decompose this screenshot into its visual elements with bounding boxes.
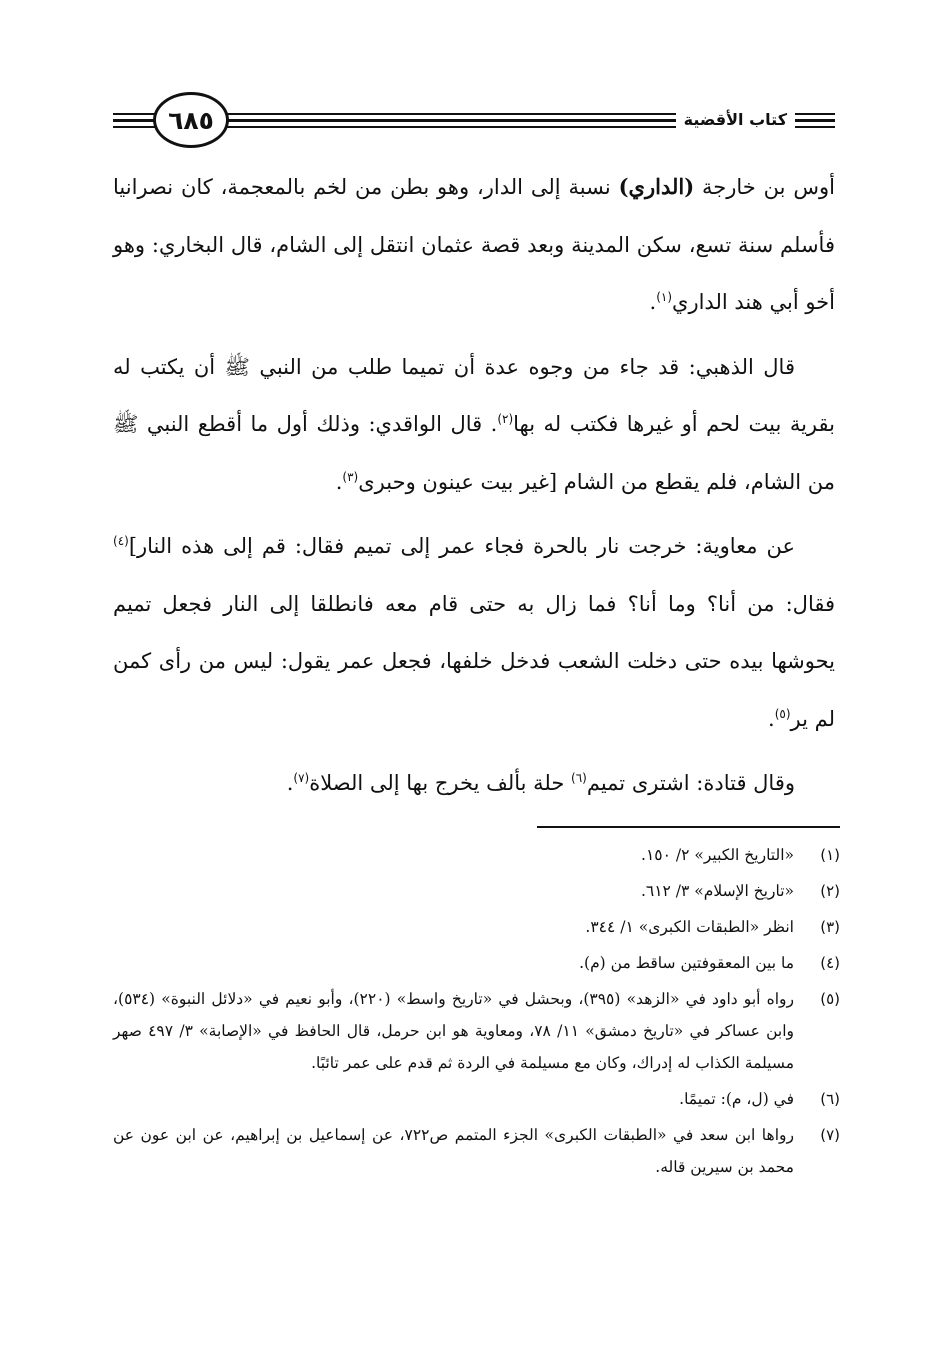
footnote-item (113, 1119, 840, 1183)
footnotes (113, 839, 840, 1183)
footnote-number: (٢) (820, 882, 840, 900)
footnote-text: انظر «الطبقات الكبرى» ١/ ٣٤٤. (585, 918, 794, 936)
main-text (113, 158, 835, 820)
footnote-item (113, 983, 840, 1079)
footnote-separator (537, 826, 840, 828)
footnote-ref[interactable]: (٥) (774, 706, 791, 721)
footnote-item (113, 947, 840, 979)
footnote-item (113, 875, 840, 907)
footnote-text: في (ل، م): تميمًا. (679, 1090, 794, 1108)
footnote-number: (٣) (820, 918, 840, 936)
paragraph-text: قال الذهبي: قد جاء من وجوه عدة أن تميما طلب من النبي ﷺ أن يكتب له بقرية بيت لحم أو غيرها فكتب له بها (113, 354, 835, 436)
paragraph (113, 339, 835, 512)
footnote-ref[interactable]: (٣) (342, 469, 359, 484)
running-header (113, 92, 835, 148)
book-title: كتاب الأقضية (676, 100, 795, 140)
paragraph-text: . قال الواقدي: وذلك أول ما أقطع النبي ﷺ من الشام، فلم يقطع من الشام [غير بيت عينون وحبرى (113, 412, 835, 494)
footnote-ref[interactable]: (٢) (497, 412, 514, 426)
footnote-number: (٦) (820, 1090, 840, 1108)
footnote-ref[interactable]: (٤) (113, 534, 129, 548)
footnote-ref[interactable]: (١) (656, 290, 673, 304)
page-number: ٦٨٥ (153, 92, 229, 148)
paragraph (113, 755, 835, 813)
paragraph (113, 158, 835, 332)
paragraph-text: نسبة إلى الدار، وهو بطن من لخم بالمعجمة، كان نصرانيا فأسلم سنة تسع، سكن المدينة وبعد قصة عثمان انتقل إلى الشام، قال البخاري: وهو أخو أبي هند الداري (113, 175, 835, 314)
footnote-item (113, 911, 840, 943)
footnote-number: (٧) (820, 1126, 840, 1144)
footnote-text: «التاريخ الكبير» ٢/ ١٥٠. (641, 846, 794, 864)
paragraph-text: عن معاوية: خرجت نار بالحرة فجاء عمر إلى تميم فقال: قم إلى هذه النار] (128, 534, 795, 558)
footnote-number: (١) (820, 846, 840, 864)
footnote-item (113, 1083, 840, 1115)
footnote-text: رواها ابن سعد في «الطبقات الكبرى» الجزء المتمم ص٧٢٢، عن إسماعيل بن إبراهيم، عن ابن عون عن محمد بن سيرين قاله. (113, 1126, 794, 1176)
paragraph-end: . (768, 706, 775, 731)
paragraph-end: . (335, 469, 343, 494)
paragraph-end: . (286, 771, 294, 795)
footnote-number: (٤) (820, 954, 840, 972)
footnote-ref[interactable]: (٧) (293, 771, 310, 785)
footnote-text: «تاريخ الإسلام» ٣/ ٦١٢. (640, 882, 794, 900)
paragraph-text: حلة بألف يخرج بها إلى الصلاة (309, 771, 572, 795)
footnote-number: (٥) (820, 990, 840, 1008)
paragraph-text: أوس بن خارجة (694, 175, 835, 199)
footnote-item (113, 839, 840, 871)
paragraph (113, 518, 835, 748)
paragraph-text: فقال: من أنا؟ وما أنا؟ فما زال به حتى قام معه فانطلقا إلى النار فجعل تميم يحوشها بيده حتى دخلت الشعب فدخل خلفها، فجعل عمر يقول: ليس من رأى كمن لم ير (113, 591, 835, 731)
footnote-text: رواه أبو داود في «الزهد» (٣٩٥)، وبحشل في «تاريخ واسط» (٢٢٠)، وأبو نعيم في «دلائل النبوة» (٥٣٤)، وابن عساكر في «تاريخ دمشق» ١١/ ٧٨، ومعاوية هو ابن حرمل، قال الحافظ في «الإصابة» ٣/ ٤٩٧ صهر مسيلمة الكذاب له إدراك، وكان مع مسيلمة في الردة ثم قدم على عمر تائبًا. (113, 990, 794, 1072)
footnote-ref[interactable]: (٦) (571, 771, 587, 785)
paragraph-text: وقال قتادة: اشترى تميم (586, 771, 795, 795)
bold-term: (الداري) (618, 174, 695, 199)
paragraph-end: . (649, 290, 657, 314)
footnote-text: ما بين المعقوفتين ساقط من (م). (579, 954, 794, 972)
